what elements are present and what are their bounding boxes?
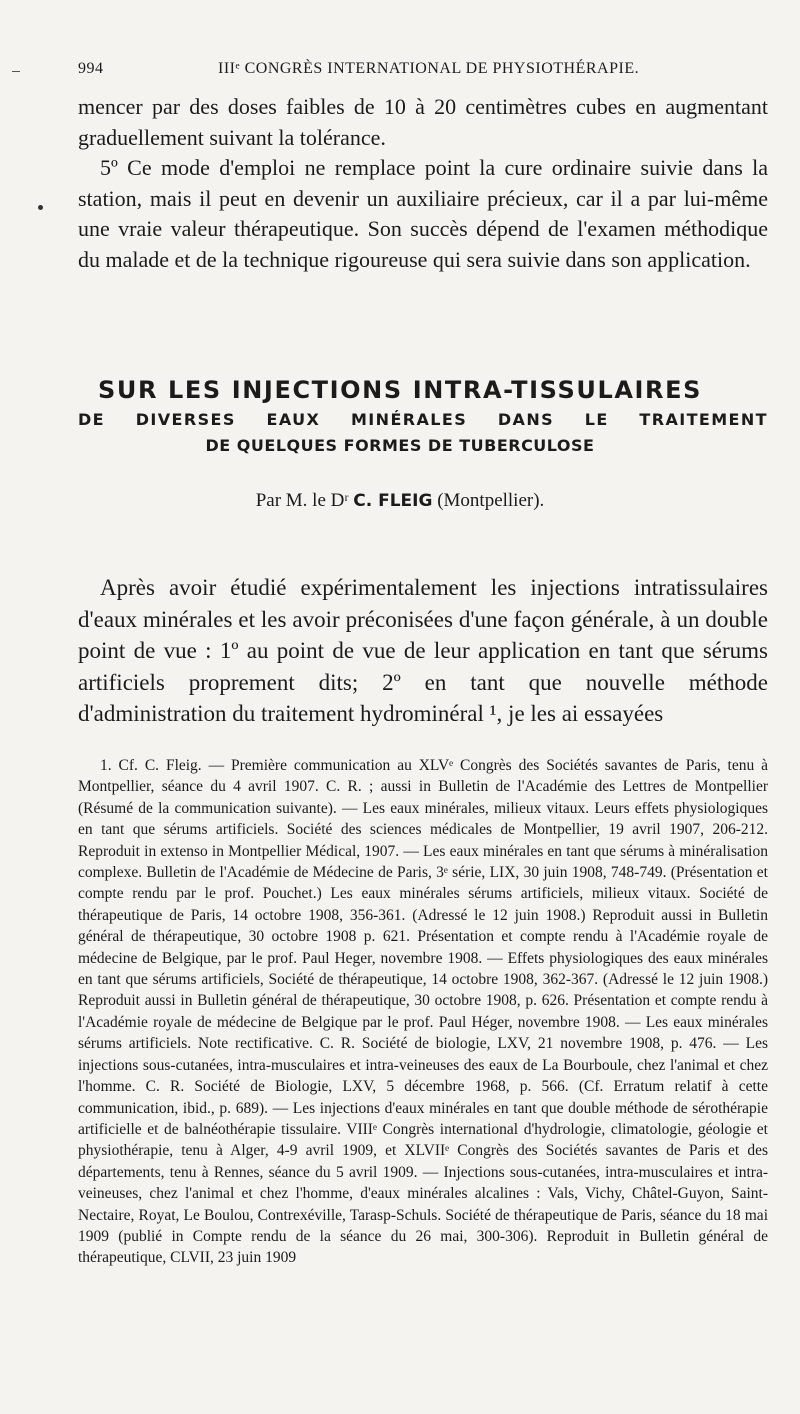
intro-paragraph-1: mencer par des doses faibles de 10 à 20 centimètres cubes en augmentant graduellement suivant la tolérance. [78,94,768,150]
article-body [78,572,768,730]
article-title-line-1: SUR LES INJECTIONS INTRA-TISSULAIRES [97,376,703,404]
author-line [0,490,800,512]
running-title: IIIᵉ CONGRÈS INTERNATIONAL DE PHYSIOTHÉRAPIE. [218,60,640,77]
author-name: C. FLEIG [353,491,433,511]
footnote-text: 1. Cf. C. Fleig. — Première communication au XLVᵉ Congrès des Sociétés savantes de Paris, tenu à Montpellier, séance du 4 avril 1907. C. R. ; aussi in Bulletin de l'Académie des Lettres de Montpellier (Résumé de la communication suivante). — Les eaux minérales, milieux vitaux. Leurs effets physiologiques en tant que sérums artificiels. Société des sciences médicales de Montpellier, 19 avril 1907, 206-212. Reproduit in extenso in Montpellier Médical, 1907. — Les eaux minérales en tant que sérums à minéralisation complexe. Bulletin de l'Académie de Médecine de Paris, 3ᵉ série, LIX, 30 juin 1908, 748-749. (Présentation et compte rendu par le prof. Pouchet.) Les eaux minérales sérums artificiels, milieux vitaux. Société de thérapeutique de Paris, 14 octobre 1908, 356-361. (Adressé le 12 juin 1908.) Reproduit aussi in Bulletin général de thérapeutique, 30 octobre 1908 p. 621. Présentation et compte rendu à l'Académie royale de médecine de Belgique, par le prof. Paul Heger, novembre 1908. — Effets physiologiques des eaux minérales en tant que sérums artificiels, Société de thérapeutique, 14 octobre 1908, 362-367. (Adressé le 12 juin 1908.) Reproduit aussi in Bulletin général de thérapeutique, 30 octobre 1908, p. 626. Présentation et compte rendu à l'Académie royale de médecine de Belgique par le prof. Paul Héger, novembre 1908. — Les eaux minérales sérums artificiels. Note rectificative. C. R. Société de biologie, LXV, 21 novembre 1908, p. 476. — Les injections sous-cutanées, intra-musculaires et intra-veineuses des eaux de La Bourboule, chez l'animal et chez l'homme. C. R. Société de Biologie, LXV, 5 décembre 1968, p. 566. (Cf. Erratum relatif à cette communication, ibid., p. 689). — Les injections d'eaux minérales en tant que double méthode de sérothérapie artificielle et de balnéothérapie tissulaire. VIIIᵉ Congrès international d'hydrologie, climatologie, géologie et physiothérapie, tenu à Alger, 4-9 avril 1909, et XLVIIᵉ Congrès des Sociétés savantes de Paris et des départements, tenu à Rennes, séance du 5 avril 1909. — Injections sous-cutanées, intra-musculaires et intra-veineuses, chez l'animal et chez l'homme, d'eaux minérales alcalines : Vals, Vichy, Châtel-Guyon, Saint-Nectaire, Royat, Le Boulou, Contrexéville, Tarasp-Schuls. Société de thérapeutique de Paris, séance du 18 mai 1909 (publié in Compte rendu de la séance du 26 mai, 300-306). Reproduit in Bulletin général de thérapeutique, CLVII, 23 juin 1909 [78,757,768,1267]
author-prefix: Par M. le Dʳ [255,490,349,511]
article-title-line-3: DE QUELQUES FORMES DE TUBERCULOSE [205,436,595,455]
running-header [78,60,740,84]
article-paragraph-1: Après avoir étudié expérimentalement les injections intratissulaires d'eaux minérales et les avoir préconisées d'une façon générale, à un double point de vue : 1º au point de vue de leur application en tant que sérums artificiels proprement dits; 2º en tant que nouvelle méthode d'administration du traitement hydrominéral ¹, je les ai essayées [78,575,768,726]
article-title-line-2: DE DIVERSES EAUX MINÉRALES DANS LE TRAITEMENT [78,410,768,429]
intro-paragraph-2: 5º Ce mode d'emploi ne remplace point la cure ordinaire suivie dans la station, mais il peut en devenir un auxiliaire précieux, car il a par lui-même une vraie valeur thérapeutique. Son succès dépend de l'examen méthodique du malade et de la technique rigoureuse qui sera suivie dans son application. [78,155,768,272]
author-place: (Montpellier). [437,490,545,511]
page-number: 994 [78,60,104,77]
margin-mark [12,71,20,72]
intro-text [78,92,768,275]
footnote [78,755,768,1269]
margin-dot [38,205,43,210]
